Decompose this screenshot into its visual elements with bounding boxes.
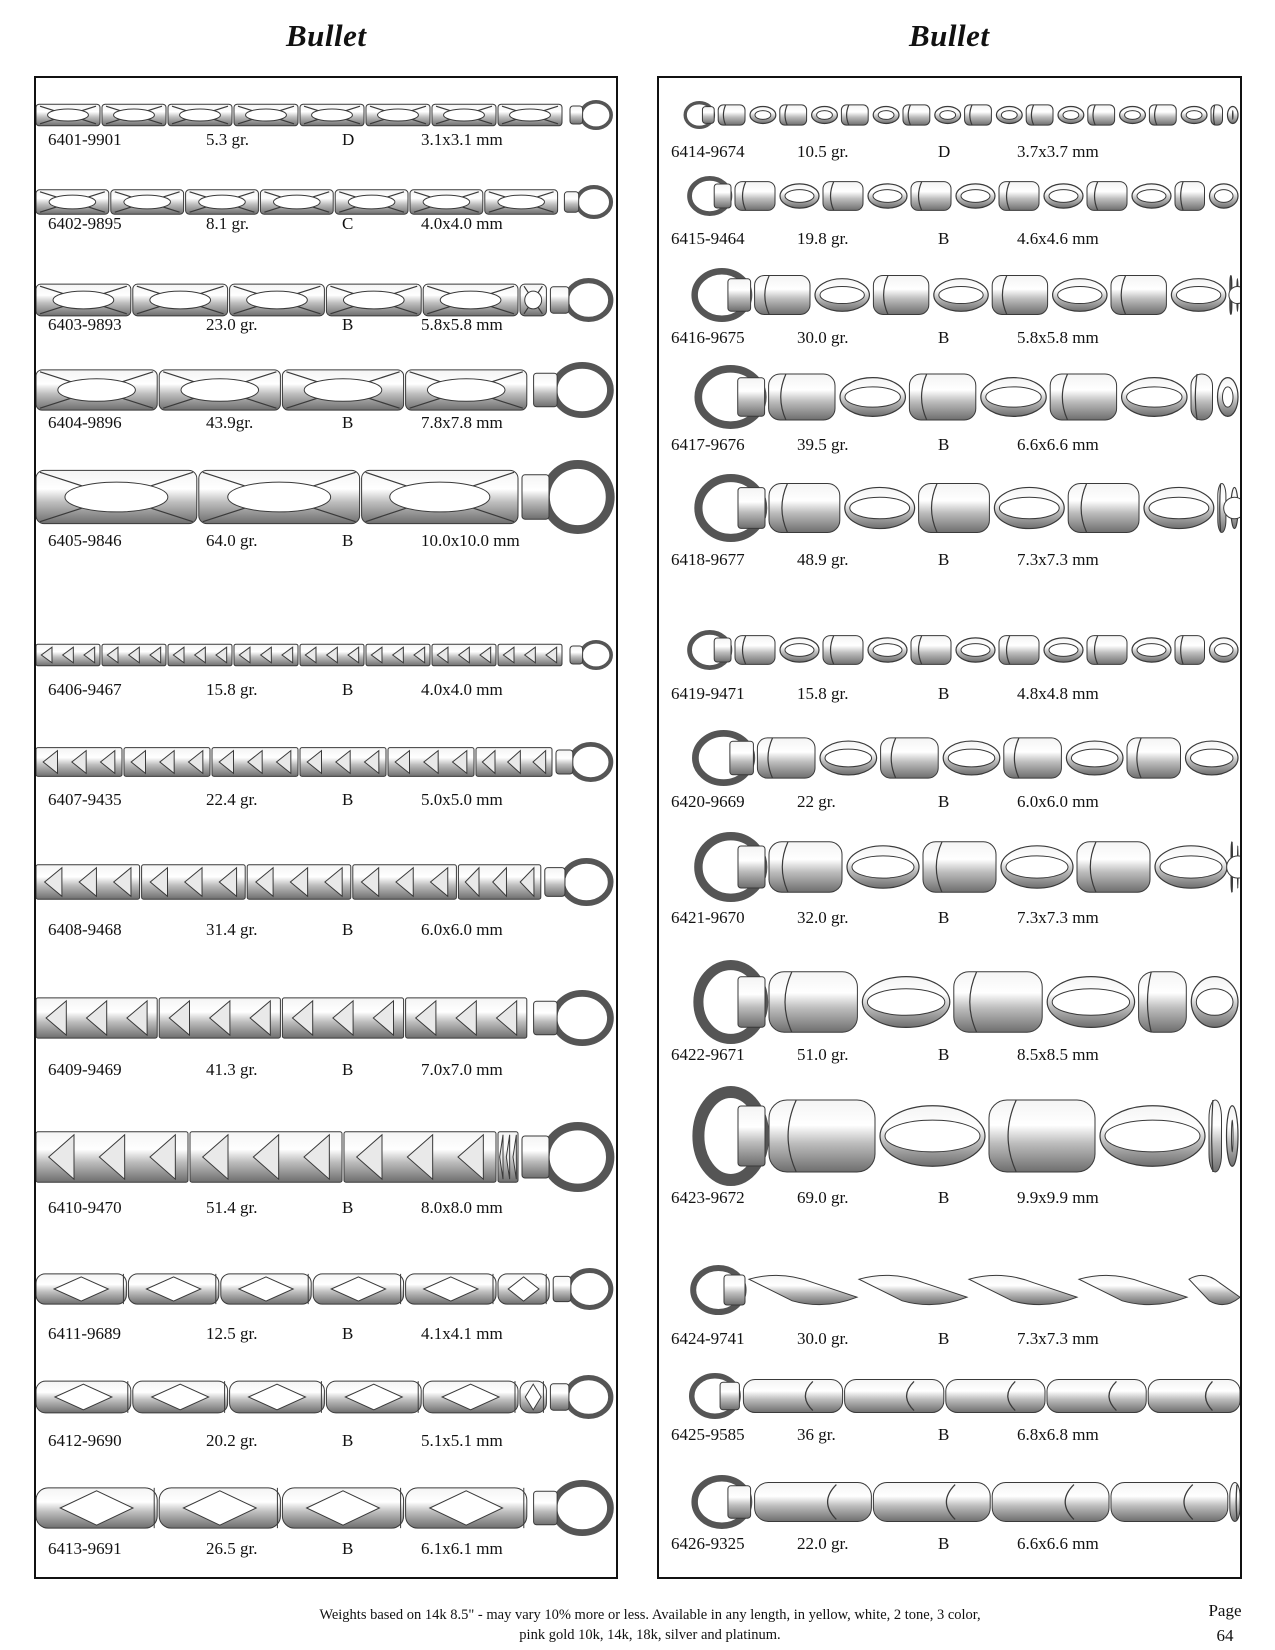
product-code: 6415-9464 bbox=[671, 229, 745, 248]
left-column-title: Bullet bbox=[286, 18, 367, 53]
grade: B bbox=[342, 1539, 354, 1558]
chain-image bbox=[659, 1475, 1240, 1529]
chain-image bbox=[36, 1375, 616, 1419]
grade: B bbox=[938, 229, 950, 248]
chain-image bbox=[659, 1086, 1240, 1186]
chain-image bbox=[659, 268, 1240, 322]
chain-image bbox=[659, 365, 1240, 429]
size: 4.0x4.0 mm bbox=[421, 680, 503, 699]
weight: 48.9 gr. bbox=[797, 550, 849, 569]
weight: 32.0 gr. bbox=[797, 908, 849, 927]
chain-image bbox=[659, 474, 1240, 542]
product-code: 6419-9471 bbox=[671, 684, 745, 703]
weight: 39.5 gr. bbox=[797, 435, 849, 454]
chain-image bbox=[36, 278, 616, 322]
chain-image bbox=[659, 730, 1240, 786]
size: 6.8x6.8 mm bbox=[1017, 1425, 1099, 1444]
weight: 19.8 gr. bbox=[797, 229, 849, 248]
size: 6.0x6.0 mm bbox=[1017, 792, 1099, 811]
chain-image bbox=[36, 1480, 616, 1536]
chain-image bbox=[659, 1265, 1240, 1315]
grade: B bbox=[938, 550, 950, 569]
weight: 26.5 gr. bbox=[206, 1539, 258, 1558]
size: 7.8x7.8 mm bbox=[421, 413, 503, 432]
grade: D bbox=[938, 142, 951, 161]
product-code: 6421-9670 bbox=[671, 908, 745, 927]
weight: 5.3 gr. bbox=[206, 130, 249, 149]
size: 7.0x7.0 mm bbox=[421, 1060, 503, 1079]
chain-image bbox=[36, 460, 616, 534]
grade: D bbox=[342, 130, 355, 149]
product-code: 6407-9435 bbox=[48, 790, 122, 809]
page-number: 64 bbox=[1216, 1626, 1234, 1645]
chain-image bbox=[36, 990, 616, 1046]
size: 4.0x4.0 mm bbox=[421, 214, 503, 233]
size: 4.1x4.1 mm bbox=[421, 1324, 503, 1343]
size: 3.7x3.7 mm bbox=[1017, 142, 1099, 161]
grade: B bbox=[938, 1329, 950, 1348]
page-label: Page bbox=[1208, 1601, 1242, 1620]
left-catalog-panel bbox=[34, 76, 618, 1579]
chain-image bbox=[36, 100, 616, 130]
grade: B bbox=[938, 792, 950, 811]
product-code: 6401-9901 bbox=[48, 130, 122, 149]
chain-image bbox=[659, 176, 1240, 216]
grade: B bbox=[342, 680, 354, 699]
grade: B bbox=[342, 1324, 354, 1343]
size: 8.0x8.0 mm bbox=[421, 1198, 503, 1217]
grade: B bbox=[938, 328, 950, 347]
weight: 10.5 gr. bbox=[797, 142, 849, 161]
chain-image bbox=[36, 742, 616, 782]
product-code: 6413-9691 bbox=[48, 1539, 122, 1558]
product-code: 6426-9325 bbox=[671, 1534, 745, 1553]
product-code: 6403-9893 bbox=[48, 315, 122, 334]
product-code: 6423-9672 bbox=[671, 1188, 745, 1207]
grade: B bbox=[342, 531, 354, 550]
product-code: 6408-9468 bbox=[48, 920, 122, 939]
product-code: 6420-9669 bbox=[671, 792, 745, 811]
product-code: 6412-9690 bbox=[48, 1431, 122, 1450]
chain-image bbox=[36, 1122, 616, 1192]
grade: B bbox=[938, 435, 950, 454]
weight: 51.4 gr. bbox=[206, 1198, 258, 1217]
grade: C bbox=[342, 214, 354, 233]
weight: 30.0 gr. bbox=[797, 328, 849, 347]
grade: B bbox=[938, 1534, 950, 1553]
chain-image bbox=[36, 858, 616, 906]
product-code: 6404-9896 bbox=[48, 413, 122, 432]
chain-image bbox=[659, 960, 1240, 1044]
size: 9.9x9.9 mm bbox=[1017, 1188, 1099, 1207]
weight: 12.5 gr. bbox=[206, 1324, 258, 1343]
grade: B bbox=[938, 1425, 950, 1444]
size: 4.6x4.6 mm bbox=[1017, 229, 1099, 248]
weight: 22 gr. bbox=[797, 792, 836, 811]
footer-note bbox=[200, 1605, 1100, 1645]
chain-image bbox=[36, 362, 616, 418]
page-indicator bbox=[1195, 1598, 1255, 1648]
chain-image bbox=[36, 640, 616, 670]
product-code: 6405-9846 bbox=[48, 531, 122, 550]
weight: 31.4 gr. bbox=[206, 920, 258, 939]
product-code: 6425-9585 bbox=[671, 1425, 745, 1444]
product-code: 6422-9671 bbox=[671, 1045, 745, 1064]
chain-image bbox=[659, 832, 1240, 902]
grade: B bbox=[342, 1198, 354, 1217]
size: 5.8x5.8 mm bbox=[421, 315, 503, 334]
weight: 15.8 gr. bbox=[797, 684, 849, 703]
footer-line-2: pink gold 10k, 14k, 18k, silver and platinum. bbox=[519, 1627, 781, 1643]
product-code: 6411-9689 bbox=[48, 1324, 122, 1343]
size: 8.5x8.5 mm bbox=[1017, 1045, 1099, 1064]
weight: 41.3 gr. bbox=[206, 1060, 258, 1079]
size: 4.8x4.8 mm bbox=[1017, 684, 1099, 703]
chain-image bbox=[659, 630, 1240, 670]
right-column-title: Bullet bbox=[909, 18, 990, 53]
weight: 20.2 gr. bbox=[206, 1431, 258, 1450]
size: 6.6x6.6 mm bbox=[1017, 1534, 1099, 1553]
size: 10.0x10.0 mm bbox=[421, 531, 520, 550]
size: 5.0x5.0 mm bbox=[421, 790, 503, 809]
weight: 69.0 gr. bbox=[797, 1188, 849, 1207]
weight: 36 gr. bbox=[797, 1425, 836, 1444]
size: 6.0x6.0 mm bbox=[421, 920, 503, 939]
chain-image bbox=[659, 101, 1240, 129]
product-code: 6424-9741 bbox=[671, 1329, 745, 1348]
size: 5.8x5.8 mm bbox=[1017, 328, 1099, 347]
chain-image bbox=[36, 1268, 616, 1310]
weight: 22.0 gr. bbox=[797, 1534, 849, 1553]
product-code: 6406-9467 bbox=[48, 680, 122, 699]
product-code: 6410-9470 bbox=[48, 1198, 122, 1217]
grade: B bbox=[342, 315, 354, 334]
product-code: 6416-9675 bbox=[671, 328, 745, 347]
size: 3.1x3.1 mm bbox=[421, 130, 503, 149]
chain-image bbox=[659, 1373, 1240, 1419]
product-code: 6409-9469 bbox=[48, 1060, 122, 1079]
grade: B bbox=[938, 1045, 950, 1064]
size: 7.3x7.3 mm bbox=[1017, 550, 1099, 569]
grade: B bbox=[938, 684, 950, 703]
grade: B bbox=[342, 413, 354, 432]
weight: 23.0 gr. bbox=[206, 315, 258, 334]
weight: 22.4 gr. bbox=[206, 790, 258, 809]
product-code: 6402-9895 bbox=[48, 214, 122, 233]
product-code: 6418-9677 bbox=[671, 550, 745, 569]
product-code: 6414-9674 bbox=[671, 142, 745, 161]
size: 6.6x6.6 mm bbox=[1017, 435, 1099, 454]
grade: B bbox=[342, 1431, 354, 1450]
size: 5.1x5.1 mm bbox=[421, 1431, 503, 1450]
grade: B bbox=[938, 1188, 950, 1207]
weight: 15.8 gr. bbox=[206, 680, 258, 699]
footer-line-1: Weights based on 14k 8.5" - may vary 10% more or less. Available in any length, in yellow, white, 2 tone, 3 color, bbox=[319, 1607, 981, 1623]
weight: 64.0 gr. bbox=[206, 531, 258, 550]
size: 7.3x7.3 mm bbox=[1017, 1329, 1099, 1348]
weight: 8.1 gr. bbox=[206, 214, 249, 233]
size: 7.3x7.3 mm bbox=[1017, 908, 1099, 927]
size: 6.1x6.1 mm bbox=[421, 1539, 503, 1558]
chain-image bbox=[36, 185, 616, 219]
weight: 51.0 gr. bbox=[797, 1045, 849, 1064]
product-code: 6417-9676 bbox=[671, 435, 745, 454]
right-catalog-panel bbox=[657, 76, 1242, 1579]
grade: B bbox=[342, 790, 354, 809]
grade: B bbox=[938, 908, 950, 927]
weight: 30.0 gr. bbox=[797, 1329, 849, 1348]
grade: B bbox=[342, 920, 354, 939]
grade: B bbox=[342, 1060, 354, 1079]
weight: 43.9gr. bbox=[206, 413, 254, 432]
